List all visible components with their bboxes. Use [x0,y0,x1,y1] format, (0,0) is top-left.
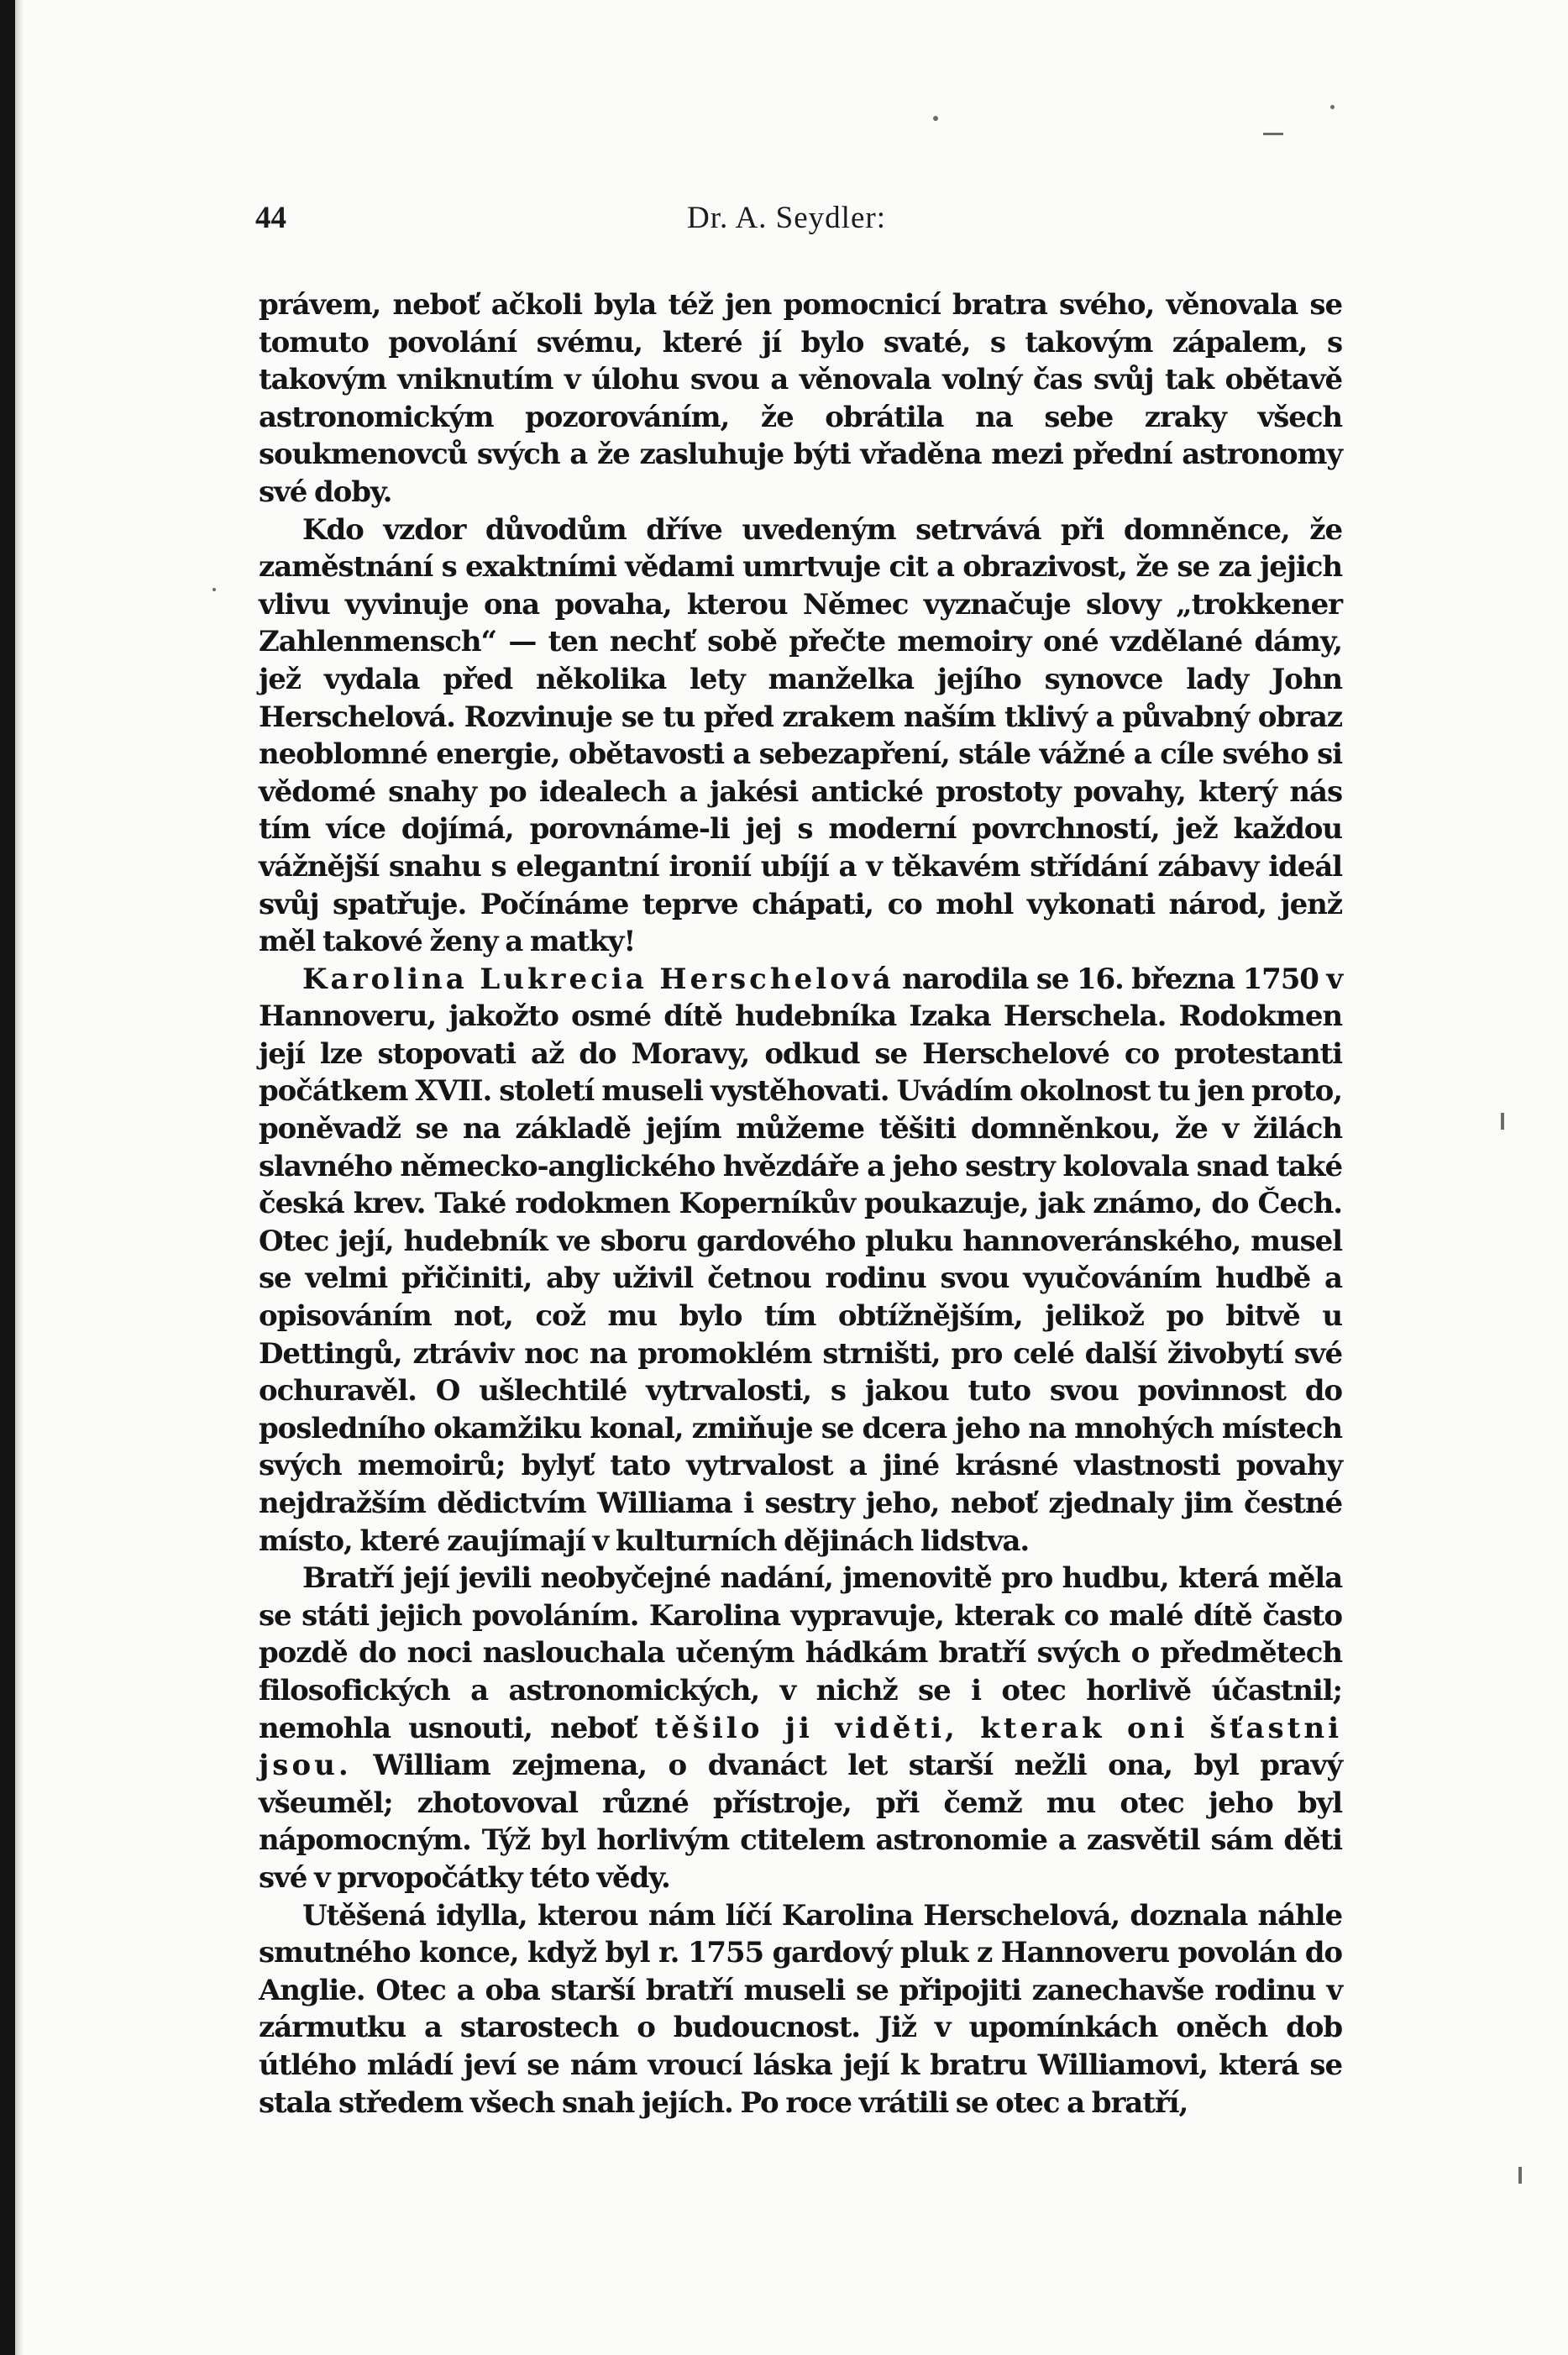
running-head: Dr. A. Seydler: [687,201,886,235]
paragraph-5: Utěšená idylla, kterou nám líčí Karolina Herschelová, doznala náhle smutného konce, když byl r. 1755 gardový pluk z Hannoveru povolán do Anglie. Otec a oba starší bratří museli se připojiti zanechavše rodinu v zármutku a starostech o budoucnost. Již v upomínkách oněch dob útlého mládí jeví se nám vroucí láska její k bratru Williamovi, která se stala středem všech snah jejích. Po roce vrátili se otec a bratří, [259,1898,1342,2120]
scan-speck [1330,105,1335,109]
paragraph-3 [259,961,1342,1560]
spaced-phrase: těšilo ji viděti, kterak oni šťastni jsou. [259,1711,1342,1783]
scan-speck [933,116,938,121]
scan-speck [1501,1113,1504,1130]
paragraph-2: Kdo vzdor důvodům dříve uvedeným setrvává při domněnce, že zaměstnání s exaktními vědami umrtvuje cit a obrazivost, že se za jejich vlivu vyvinuje ona povaha, kterou Němec vyznačuje slovy „trokkener Zahlenmensch“ — ten nechť sobě přečte memoiry oné vzdělané dámy, jež vydala před několika lety manželka jejího synovce lady John Herschelová. Rozvinuje se tu před zrakem naším tklivý a půvabný obraz neoblomné energie, obětavosti a sebezapření, stále vážné a cíle svého si vědomé snahy po idealech a jakési antické prostoty povahy, který nás tím více dojímá, porovnáme-li jej s moderní povrchností, jež každou vážnější snahu s elegantní ironií ubíjí a v těkavém střídání zábavy ideál svůj spatřuje. Počínáme teprve chápati, co mohl vykonati národ, jenž měl takové ženy a matky! [259,512,1342,959]
paragraph-4 [259,1560,1342,1896]
spaced-name: Karolina Lukrecia Herschelová [302,962,894,996]
scan-speck [1518,2167,1522,2184]
scan-speck [212,588,216,591]
body-text [259,286,1342,2122]
page-header [15,200,1568,242]
page-edge-shadow [15,0,24,2355]
paragraph-3-text: narodila se 16. března 1750 v Hannoveru, jakožto osmé dítě hudebníka Izaka Herschela. Rodokmen její lze stopovati až do Moravy, odkud se Herschelové co protestanti počátkem XVII. století museli vystěhovati. Uvádím okolnost tu jen proto, poněvadž se na základě jejím můžeme těšiti domněnkou, že v žilách slavného německo-anglického hvězdáře a jeho sestry kolovala snad také česká krev. Také rodokmen Koperníkův poukazuje, jak známo, do Čech. Otec její, hudebník ve sboru gardového pluku hannoveránského, musel se velmi přičiniti, aby uživil četnou rodinu svou vyučováním hudbě a opisováním not, což mu bylo tím obtížnějším, jelikož po bitvě u Dettingů, ztráviv noc na promoklém strništi, pro celé další živobytí své ochuravěl. O ušlechtilé vytrvalosti, s jakou tuto svou povinnost do posledního okamžiku konal, zmiňuje se dcera jeho na mnohých místech svých memoirů; bylyť tato vytrvalost a jiné krásné vlastnosti povahy nejdražším dědictvím Williama i sestry jeho, neboť zjednaly jim čestné místo, které zaujímají v kulturních dějinách lidstva. [259,962,1342,1558]
book-page [15,0,1568,2355]
scan-dash [1263,133,1283,135]
paragraph-4-text-after: William zejmena, o dvanáct let starší nežli ona, byl pravý všeuměl; zhotovoval různé přístroje, při čemž mu otec jeho byl nápomocným. Týž byl horlivým ctitelem astronomie a zasvětil sám děti své v prvopočátky této vědy. [259,1749,1342,1895]
paragraph-4-text-before: Bratří její jevili neobyčejné nadání, jmenovitě pro hudbu, která měla se státi jejich povoláním. Karolina vypravuje, kterak co malé dítě často pozdě do noci naslouchala učeným hádkám bratří svých o předmětech filosofických a astronomických, v nichž se i otec horlivě účastnil; nemohla usnouti, neboť [259,1561,1342,1745]
paragraph-1: právem, neboť ačkoli byla též jen pomocnicí bratra svého, věnovala se tomuto povolání svému, které jí bylo svaté, s takovým zápalem, s takovým vniknutím v úlohu svou a věnovala volný čas svůj tak obětavě astronomickým pozorováním, že obrátila na sebe zraky všech soukmenovců svých a že zasluhuje býti vřaděna mezi přední astronomy své doby. [259,288,1342,509]
page-number: 44 [255,201,286,235]
